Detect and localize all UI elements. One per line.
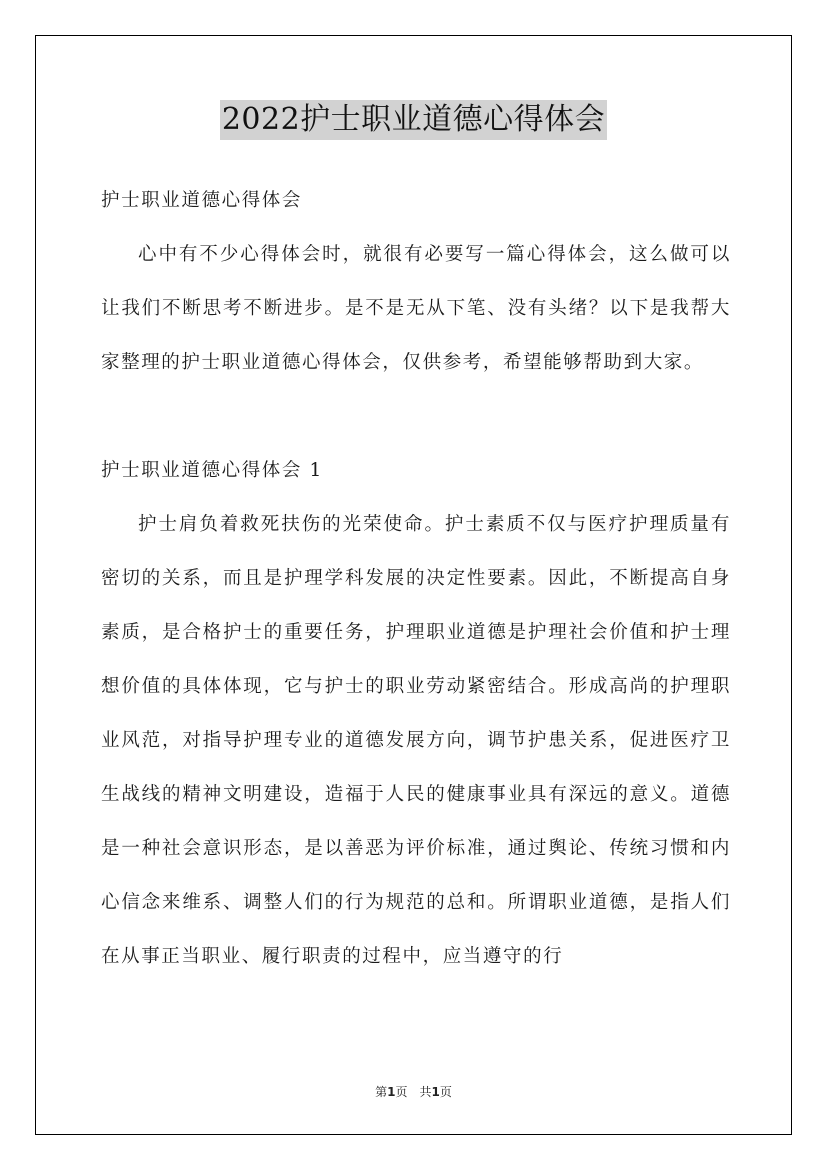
page-footer: [0, 1083, 827, 1100]
document-title: 2022护士职业道德心得体会: [220, 100, 607, 140]
page-label-mid: 页 共: [395, 1085, 432, 1099]
page-total: 1: [431, 1085, 440, 1099]
intro-paragraph: 心中有不少心得体会时，就很有必要写一篇心得体会，这么做可以让我们不断思考不断进步。是不是无从下笔、没有头绪？以下是我帮大家整理的护士职业道德心得体会，仅供参考，希望能够帮助到大家。: [101, 244, 731, 373]
document-body: [101, 174, 731, 984]
body-paragraph-1: 护士肩负着救死扶伤的光荣使命。护士素质不仅与医疗护理质量有密切的关系，而且是护理学科发展的决定性要素。因此，不断提高自身素质，是合格护士的重要任务，护理职业道德是护理社会价值和护士理想价值的具体体现，它与护士的职业劳动紧密结合。形成高尚的护理职业风范，对指导护理专业的道德发展方向，调节护患关系，促进医疗卫生战线的精神文明建设，造福于人民的健康事业具有深远的意义。道德是一种社会意识形态，是以善恶为评价标准，通过舆论、传统习惯和内心信念来维系、调整人们的行为规范的总和。所谓职业道德，是指人们在从事正当职业、履行职责的过程中，应当遵守的行: [101, 514, 731, 967]
section-heading: 护士职业道德心得体会: [101, 190, 303, 211]
title-container: [0, 100, 827, 140]
page-label-prefix: 第: [375, 1085, 388, 1099]
page-label-suffix: 页: [439, 1085, 452, 1099]
page-current: 1: [387, 1085, 396, 1099]
section-heading-1: 护士职业道德心得体会 1: [101, 460, 323, 481]
